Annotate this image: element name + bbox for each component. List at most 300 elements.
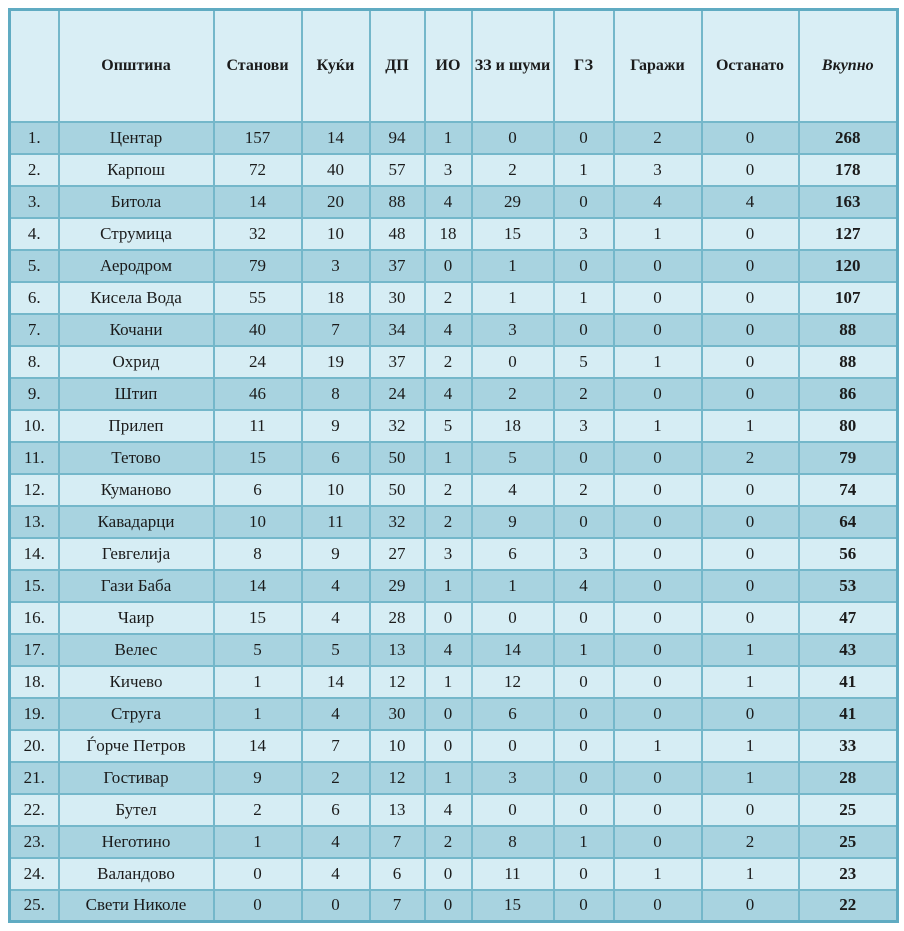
cell-io: 1 xyxy=(425,762,472,794)
table-row xyxy=(10,378,898,410)
cell-kuki: 40 xyxy=(302,154,370,186)
cell-rank: 17. xyxy=(10,634,59,666)
cell-gz: 0 xyxy=(554,858,614,890)
cell-rank: 5. xyxy=(10,250,59,282)
table-row xyxy=(10,346,898,378)
cell-municipality: Штип xyxy=(59,378,214,410)
cell-zz-i-sumi: 6 xyxy=(472,538,554,570)
cell-stanovi: 1 xyxy=(214,666,302,698)
cell-ostanato: 0 xyxy=(702,314,799,346)
cell-dp: 10 xyxy=(370,730,425,762)
cell-zz-i-sumi: 15 xyxy=(472,890,554,922)
cell-stanovi: 10 xyxy=(214,506,302,538)
cell-vkupno: 23 xyxy=(799,858,898,890)
cell-dp: 57 xyxy=(370,154,425,186)
table-row xyxy=(10,410,898,442)
cell-rank: 18. xyxy=(10,666,59,698)
cell-zz-i-sumi: 12 xyxy=(472,666,554,698)
cell-ostanato: 0 xyxy=(702,538,799,570)
cell-ostanato: 0 xyxy=(702,794,799,826)
cell-stanovi: 8 xyxy=(214,538,302,570)
cell-stanovi: 14 xyxy=(214,730,302,762)
cell-rank: 14. xyxy=(10,538,59,570)
cell-kuki: 5 xyxy=(302,634,370,666)
cell-gz: 0 xyxy=(554,506,614,538)
cell-kuki: 9 xyxy=(302,410,370,442)
cell-io: 4 xyxy=(425,794,472,826)
cell-ostanato: 1 xyxy=(702,730,799,762)
cell-stanovi: 0 xyxy=(214,890,302,922)
table-row xyxy=(10,506,898,538)
cell-stanovi: 15 xyxy=(214,602,302,634)
cell-kuki: 10 xyxy=(302,474,370,506)
cell-ostanato: 0 xyxy=(702,570,799,602)
cell-municipality: Куманово xyxy=(59,474,214,506)
cell-rank: 7. xyxy=(10,314,59,346)
cell-municipality: Тетово xyxy=(59,442,214,474)
cell-municipality: Велес xyxy=(59,634,214,666)
cell-vkupno: 25 xyxy=(799,794,898,826)
cell-stanovi: 40 xyxy=(214,314,302,346)
cell-stanovi: 6 xyxy=(214,474,302,506)
cell-vkupno: 53 xyxy=(799,570,898,602)
cell-vkupno: 41 xyxy=(799,666,898,698)
cell-rank: 24. xyxy=(10,858,59,890)
cell-vkupno: 127 xyxy=(799,218,898,250)
cell-io: 3 xyxy=(425,538,472,570)
cell-garazi: 1 xyxy=(614,410,702,442)
cell-gz: 0 xyxy=(554,890,614,922)
cell-municipality: Кисела Вода xyxy=(59,282,214,314)
cell-vkupno: 41 xyxy=(799,698,898,730)
cell-io: 1 xyxy=(425,122,472,154)
cell-garazi: 0 xyxy=(614,762,702,794)
cell-municipality: Кочани xyxy=(59,314,214,346)
cell-io: 3 xyxy=(425,154,472,186)
cell-garazi: 0 xyxy=(614,506,702,538)
cell-garazi: 0 xyxy=(614,890,702,922)
cell-municipality: Охрид xyxy=(59,346,214,378)
cell-garazi: 1 xyxy=(614,858,702,890)
cell-zz-i-sumi: 3 xyxy=(472,314,554,346)
cell-zz-i-sumi: 5 xyxy=(472,442,554,474)
cell-dp: 12 xyxy=(370,666,425,698)
cell-rank: 9. xyxy=(10,378,59,410)
cell-kuki: 0 xyxy=(302,890,370,922)
cell-dp: 28 xyxy=(370,602,425,634)
column-header-stanovi: Станови xyxy=(214,10,302,122)
cell-rank: 11. xyxy=(10,442,59,474)
table-row xyxy=(10,730,898,762)
cell-garazi: 0 xyxy=(614,474,702,506)
table-row xyxy=(10,250,898,282)
cell-dp: 50 xyxy=(370,442,425,474)
cell-dp: 37 xyxy=(370,346,425,378)
cell-io: 0 xyxy=(425,890,472,922)
cell-gz: 4 xyxy=(554,570,614,602)
table-row xyxy=(10,186,898,218)
cell-dp: 48 xyxy=(370,218,425,250)
cell-kuki: 6 xyxy=(302,442,370,474)
cell-gz: 5 xyxy=(554,346,614,378)
cell-gz: 0 xyxy=(554,730,614,762)
cell-garazi: 0 xyxy=(614,250,702,282)
cell-rank: 1. xyxy=(10,122,59,154)
cell-dp: 27 xyxy=(370,538,425,570)
cell-io: 4 xyxy=(425,634,472,666)
cell-garazi: 0 xyxy=(614,698,702,730)
cell-gz: 1 xyxy=(554,282,614,314)
cell-zz-i-sumi: 1 xyxy=(472,250,554,282)
column-header-dp: ДП xyxy=(370,10,425,122)
cell-ostanato: 0 xyxy=(702,698,799,730)
cell-stanovi: 5 xyxy=(214,634,302,666)
cell-kuki: 2 xyxy=(302,762,370,794)
cell-zz-i-sumi: 11 xyxy=(472,858,554,890)
cell-gz: 1 xyxy=(554,634,614,666)
cell-garazi: 0 xyxy=(614,570,702,602)
cell-municipality: Валандово xyxy=(59,858,214,890)
cell-kuki: 7 xyxy=(302,730,370,762)
cell-dp: 30 xyxy=(370,282,425,314)
cell-ostanato: 0 xyxy=(702,378,799,410)
cell-stanovi: 55 xyxy=(214,282,302,314)
cell-rank: 4. xyxy=(10,218,59,250)
cell-vkupno: 178 xyxy=(799,154,898,186)
cell-zz-i-sumi: 6 xyxy=(472,698,554,730)
cell-gz: 3 xyxy=(554,218,614,250)
cell-rank: 20. xyxy=(10,730,59,762)
cell-municipality: Прилеп xyxy=(59,410,214,442)
cell-ostanato: 0 xyxy=(702,506,799,538)
column-header-gz: ГЗ xyxy=(554,10,614,122)
cell-kuki: 3 xyxy=(302,250,370,282)
table-row xyxy=(10,154,898,186)
cell-rank: 6. xyxy=(10,282,59,314)
cell-gz: 1 xyxy=(554,826,614,858)
cell-rank: 15. xyxy=(10,570,59,602)
cell-zz-i-sumi: 0 xyxy=(472,346,554,378)
cell-vkupno: 268 xyxy=(799,122,898,154)
cell-municipality: Кавадарци xyxy=(59,506,214,538)
cell-io: 4 xyxy=(425,378,472,410)
cell-stanovi: 1 xyxy=(214,698,302,730)
cell-zz-i-sumi: 18 xyxy=(472,410,554,442)
cell-stanovi: 46 xyxy=(214,378,302,410)
cell-dp: 30 xyxy=(370,698,425,730)
cell-kuki: 6 xyxy=(302,794,370,826)
cell-garazi: 0 xyxy=(614,378,702,410)
cell-gz: 2 xyxy=(554,474,614,506)
cell-vkupno: 80 xyxy=(799,410,898,442)
cell-gz: 3 xyxy=(554,538,614,570)
cell-dp: 34 xyxy=(370,314,425,346)
cell-municipality: Центар xyxy=(59,122,214,154)
cell-vkupno: 25 xyxy=(799,826,898,858)
cell-dp: 29 xyxy=(370,570,425,602)
cell-garazi: 0 xyxy=(614,826,702,858)
table-row xyxy=(10,762,898,794)
cell-zz-i-sumi: 29 xyxy=(472,186,554,218)
cell-rank: 21. xyxy=(10,762,59,794)
cell-vkupno: 33 xyxy=(799,730,898,762)
header-row xyxy=(10,10,898,122)
cell-garazi: 0 xyxy=(614,634,702,666)
cell-ostanato: 0 xyxy=(702,602,799,634)
cell-municipality: Бутел xyxy=(59,794,214,826)
cell-municipality: Ѓорче Петров xyxy=(59,730,214,762)
cell-stanovi: 157 xyxy=(214,122,302,154)
cell-rank: 12. xyxy=(10,474,59,506)
cell-io: 18 xyxy=(425,218,472,250)
cell-zz-i-sumi: 1 xyxy=(472,282,554,314)
cell-ostanato: 0 xyxy=(702,218,799,250)
cell-stanovi: 32 xyxy=(214,218,302,250)
cell-io: 2 xyxy=(425,346,472,378)
cell-gz: 0 xyxy=(554,602,614,634)
cell-dp: 12 xyxy=(370,762,425,794)
column-header-vkupno: Вкупно xyxy=(799,10,898,122)
column-header-ostanato: Останато xyxy=(702,10,799,122)
cell-stanovi: 1 xyxy=(214,826,302,858)
table-row xyxy=(10,858,898,890)
cell-municipality: Неготино xyxy=(59,826,214,858)
cell-ostanato: 1 xyxy=(702,762,799,794)
table-row xyxy=(10,570,898,602)
cell-gz: 0 xyxy=(554,122,614,154)
column-header-io: ИО xyxy=(425,10,472,122)
cell-ostanato: 1 xyxy=(702,410,799,442)
cell-kuki: 7 xyxy=(302,314,370,346)
table-row xyxy=(10,282,898,314)
cell-municipality: Гевгелија xyxy=(59,538,214,570)
cell-garazi: 0 xyxy=(614,442,702,474)
cell-vkupno: 86 xyxy=(799,378,898,410)
cell-zz-i-sumi: 0 xyxy=(472,122,554,154)
cell-vkupno: 120 xyxy=(799,250,898,282)
cell-rank: 16. xyxy=(10,602,59,634)
cell-kuki: 20 xyxy=(302,186,370,218)
cell-io: 0 xyxy=(425,858,472,890)
cell-rank: 23. xyxy=(10,826,59,858)
cell-dp: 6 xyxy=(370,858,425,890)
table-row xyxy=(10,634,898,666)
cell-kuki: 14 xyxy=(302,122,370,154)
cell-ostanato: 0 xyxy=(702,890,799,922)
table-row xyxy=(10,794,898,826)
cell-municipality: Битола xyxy=(59,186,214,218)
cell-ostanato: 0 xyxy=(702,282,799,314)
cell-dp: 24 xyxy=(370,378,425,410)
cell-stanovi: 72 xyxy=(214,154,302,186)
cell-rank: 3. xyxy=(10,186,59,218)
cell-ostanato: 2 xyxy=(702,826,799,858)
cell-io: 4 xyxy=(425,314,472,346)
cell-garazi: 0 xyxy=(614,314,702,346)
column-header-garazi: Гаражи xyxy=(614,10,702,122)
cell-gz: 0 xyxy=(554,698,614,730)
cell-vkupno: 88 xyxy=(799,346,898,378)
cell-municipality: Чаир xyxy=(59,602,214,634)
cell-kuki: 4 xyxy=(302,698,370,730)
cell-stanovi: 14 xyxy=(214,186,302,218)
cell-io: 1 xyxy=(425,570,472,602)
cell-io: 0 xyxy=(425,250,472,282)
cell-gz: 0 xyxy=(554,794,614,826)
cell-zz-i-sumi: 15 xyxy=(472,218,554,250)
cell-kuki: 9 xyxy=(302,538,370,570)
cell-ostanato: 0 xyxy=(702,474,799,506)
cell-garazi: 1 xyxy=(614,346,702,378)
cell-ostanato: 0 xyxy=(702,154,799,186)
cell-gz: 0 xyxy=(554,314,614,346)
cell-stanovi: 9 xyxy=(214,762,302,794)
cell-io: 1 xyxy=(425,666,472,698)
cell-gz: 0 xyxy=(554,666,614,698)
cell-kuki: 4 xyxy=(302,570,370,602)
cell-ostanato: 0 xyxy=(702,122,799,154)
cell-ostanato: 1 xyxy=(702,858,799,890)
cell-gz: 0 xyxy=(554,442,614,474)
cell-vkupno: 74 xyxy=(799,474,898,506)
cell-zz-i-sumi: 4 xyxy=(472,474,554,506)
table-row xyxy=(10,538,898,570)
column-header-kuki: Куќи xyxy=(302,10,370,122)
table-row xyxy=(10,218,898,250)
cell-dp: 13 xyxy=(370,634,425,666)
cell-gz: 0 xyxy=(554,250,614,282)
cell-rank: 8. xyxy=(10,346,59,378)
cell-municipality: Кичево xyxy=(59,666,214,698)
column-header-opstina: Општина xyxy=(59,10,214,122)
table-row xyxy=(10,666,898,698)
cell-garazi: 3 xyxy=(614,154,702,186)
cell-kuki: 19 xyxy=(302,346,370,378)
cell-stanovi: 11 xyxy=(214,410,302,442)
cell-io: 2 xyxy=(425,282,472,314)
table-row xyxy=(10,314,898,346)
table-row xyxy=(10,890,898,922)
table-row xyxy=(10,826,898,858)
cell-kuki: 4 xyxy=(302,602,370,634)
cell-vkupno: 107 xyxy=(799,282,898,314)
cell-stanovi: 14 xyxy=(214,570,302,602)
municipality-table xyxy=(8,8,899,923)
cell-dp: 50 xyxy=(370,474,425,506)
cell-ostanato: 4 xyxy=(702,186,799,218)
cell-ostanato: 1 xyxy=(702,666,799,698)
cell-stanovi: 2 xyxy=(214,794,302,826)
cell-garazi: 2 xyxy=(614,122,702,154)
cell-dp: 13 xyxy=(370,794,425,826)
table-row xyxy=(10,698,898,730)
cell-municipality: Карпош xyxy=(59,154,214,186)
cell-io: 5 xyxy=(425,410,472,442)
cell-municipality: Гази Баба xyxy=(59,570,214,602)
cell-zz-i-sumi: 9 xyxy=(472,506,554,538)
cell-dp: 37 xyxy=(370,250,425,282)
cell-zz-i-sumi: 1 xyxy=(472,570,554,602)
cell-rank: 25. xyxy=(10,890,59,922)
cell-dp: 7 xyxy=(370,890,425,922)
table-body xyxy=(10,122,898,922)
cell-io: 2 xyxy=(425,474,472,506)
cell-kuki: 18 xyxy=(302,282,370,314)
cell-dp: 94 xyxy=(370,122,425,154)
cell-zz-i-sumi: 0 xyxy=(472,794,554,826)
cell-io: 0 xyxy=(425,730,472,762)
cell-rank: 10. xyxy=(10,410,59,442)
cell-vkupno: 163 xyxy=(799,186,898,218)
cell-vkupno: 22 xyxy=(799,890,898,922)
cell-kuki: 8 xyxy=(302,378,370,410)
cell-vkupno: 56 xyxy=(799,538,898,570)
cell-io: 2 xyxy=(425,506,472,538)
cell-kuki: 4 xyxy=(302,826,370,858)
cell-io: 2 xyxy=(425,826,472,858)
cell-rank: 22. xyxy=(10,794,59,826)
cell-zz-i-sumi: 0 xyxy=(472,602,554,634)
cell-zz-i-sumi: 0 xyxy=(472,730,554,762)
cell-garazi: 0 xyxy=(614,666,702,698)
cell-garazi: 0 xyxy=(614,602,702,634)
cell-dp: 32 xyxy=(370,410,425,442)
cell-vkupno: 88 xyxy=(799,314,898,346)
cell-ostanato: 0 xyxy=(702,346,799,378)
cell-stanovi: 0 xyxy=(214,858,302,890)
cell-stanovi: 79 xyxy=(214,250,302,282)
cell-gz: 1 xyxy=(554,154,614,186)
cell-dp: 7 xyxy=(370,826,425,858)
cell-garazi: 1 xyxy=(614,730,702,762)
cell-rank: 2. xyxy=(10,154,59,186)
cell-zz-i-sumi: 2 xyxy=(472,154,554,186)
cell-rank: 19. xyxy=(10,698,59,730)
cell-kuki: 11 xyxy=(302,506,370,538)
cell-garazi: 0 xyxy=(614,538,702,570)
cell-vkupno: 28 xyxy=(799,762,898,794)
cell-garazi: 4 xyxy=(614,186,702,218)
cell-gz: 3 xyxy=(554,410,614,442)
table-header xyxy=(10,10,898,122)
cell-zz-i-sumi: 3 xyxy=(472,762,554,794)
column-header-zz-i-sumi: ЗЗ и шуми xyxy=(472,10,554,122)
cell-ostanato: 1 xyxy=(702,634,799,666)
cell-garazi: 1 xyxy=(614,218,702,250)
table-row xyxy=(10,442,898,474)
cell-municipality: Аеродром xyxy=(59,250,214,282)
cell-ostanato: 2 xyxy=(702,442,799,474)
cell-io: 0 xyxy=(425,698,472,730)
cell-kuki: 4 xyxy=(302,858,370,890)
cell-ostanato: 0 xyxy=(702,250,799,282)
cell-rank: 13. xyxy=(10,506,59,538)
cell-stanovi: 24 xyxy=(214,346,302,378)
cell-stanovi: 15 xyxy=(214,442,302,474)
cell-io: 1 xyxy=(425,442,472,474)
column-header-rank xyxy=(10,10,59,122)
cell-municipality: Струмица xyxy=(59,218,214,250)
cell-vkupno: 64 xyxy=(799,506,898,538)
cell-zz-i-sumi: 8 xyxy=(472,826,554,858)
cell-garazi: 0 xyxy=(614,282,702,314)
cell-gz: 0 xyxy=(554,186,614,218)
cell-dp: 88 xyxy=(370,186,425,218)
cell-garazi: 0 xyxy=(614,794,702,826)
table-row xyxy=(10,122,898,154)
cell-vkupno: 47 xyxy=(799,602,898,634)
cell-kuki: 10 xyxy=(302,218,370,250)
